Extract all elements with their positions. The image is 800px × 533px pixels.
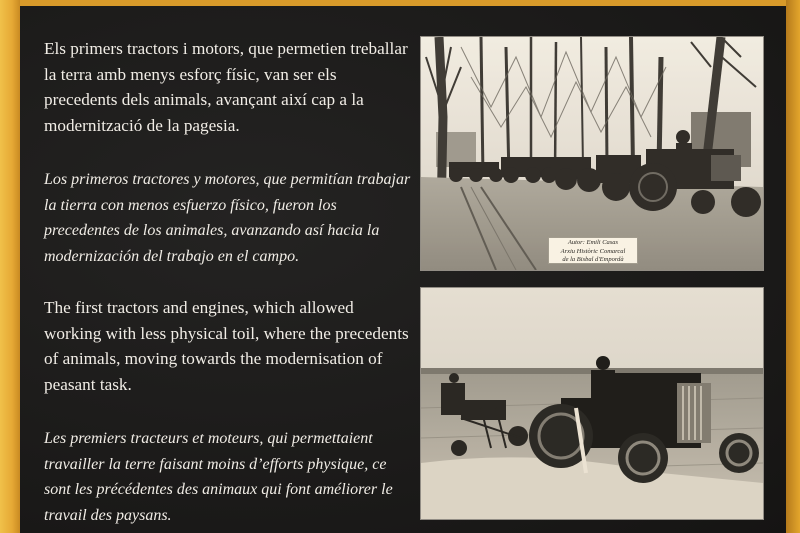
text-english: The first tractors and engines, which allowed working with less physical toil, where the precedents of animals, moving towards the modernisation of peasant task.	[44, 298, 409, 394]
tractor-ploughing-image	[421, 288, 763, 519]
caption-line: de la Bisbal d'Empordà	[562, 256, 624, 263]
text-spanish: Los primeros tractores y motores, que permitían trabajar la tierra con menos esfuerzo físico, fueron los precedentes de los animales, avanzando así hacia la modernización del trabajo en el campo.	[44, 171, 411, 265]
text-french: Les premiers tracteurs et moteurs, qui permettaient travailler la terre faisant moins d’efforts physique, ce sont les précédentes des animaux qui font améliorer le travail des paysans.	[44, 430, 393, 524]
photo-credit-caption	[548, 237, 638, 264]
board-frame-right	[786, 0, 800, 533]
information-panel	[20, 6, 786, 533]
board-frame-left	[0, 0, 20, 533]
photo-tractor-ploughing	[420, 287, 764, 520]
tractor-parade-image	[421, 37, 763, 270]
photo-tractor-parade	[420, 36, 764, 271]
text-catalan: Els primers tractors i motors, que permetien treballar la terra amb menys esforç físic, van ser els precedents dels animals, avançant així cap a la modernització de la pagesia.	[44, 39, 408, 135]
caption-line: Arxiu Històric Comarcal	[560, 247, 626, 255]
caption-line: Autor: Emili Casas	[567, 239, 619, 246]
